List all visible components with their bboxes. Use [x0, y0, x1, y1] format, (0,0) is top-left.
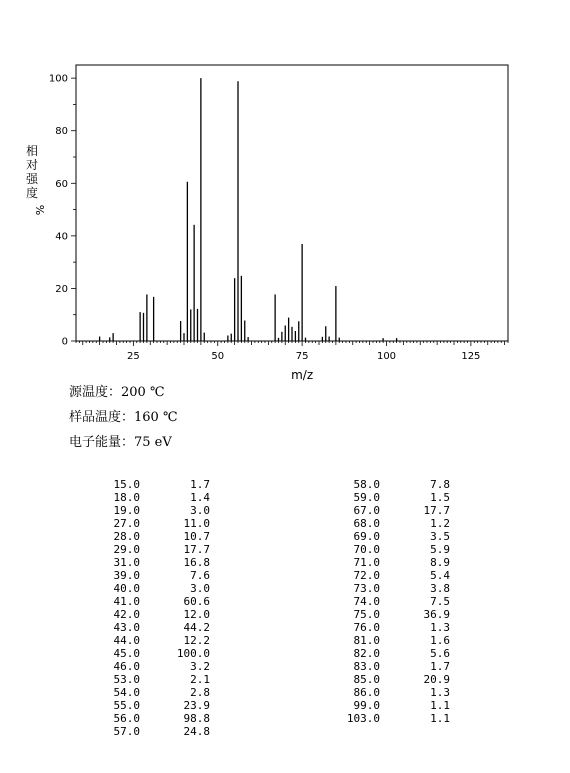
- intensity-value: 5.6: [430, 647, 450, 660]
- mz-value: 44.0: [113, 634, 140, 647]
- intensity-value: 2.8: [190, 686, 210, 699]
- intensity-value: 1.4: [190, 491, 210, 504]
- intensity-value: 7.6: [190, 569, 210, 582]
- mz-value: 82.0: [353, 647, 380, 660]
- mz-value: 85.0: [353, 673, 380, 686]
- electron-energy: 电子能量：75 eV: [69, 435, 172, 450]
- mz-value: 81.0: [353, 634, 380, 647]
- table-row: [320, 569, 450, 582]
- mz-value: 69.0: [353, 530, 380, 543]
- intensity-value: 98.8: [183, 712, 210, 725]
- table-row: [80, 634, 210, 647]
- intensity-value: 1.1: [430, 699, 450, 712]
- mz-value: 74.0: [353, 595, 380, 608]
- x-tick-label: 50: [211, 351, 225, 362]
- mz-value: 19.0: [113, 504, 140, 517]
- mz-value: 57.0: [113, 725, 140, 738]
- intensity-value: 1.5: [430, 491, 450, 504]
- intensity-value: 10.7: [183, 530, 210, 543]
- y-tick-label: 0: [61, 336, 68, 348]
- table-row: [320, 673, 450, 686]
- mz-value: 56.0: [113, 712, 140, 725]
- table-row: [80, 582, 210, 595]
- table-row: [320, 530, 450, 543]
- intensity-value: 7.8: [430, 478, 450, 491]
- mz-value: 99.0: [353, 699, 380, 712]
- intensity-value: 7.5: [430, 595, 450, 608]
- intensity-value: 17.7: [423, 504, 450, 517]
- intensity-value: 3.2: [190, 660, 210, 673]
- table-row: [320, 517, 450, 530]
- mz-value: 71.0: [353, 556, 380, 569]
- mz-value: 83.0: [353, 660, 380, 673]
- table-row: [320, 621, 450, 634]
- table-row: [80, 569, 210, 582]
- intensity-value: 8.9: [430, 556, 450, 569]
- intensity-value: 17.7: [183, 543, 210, 556]
- y-tick-label: 60: [55, 178, 68, 190]
- table-row: [320, 634, 450, 647]
- mz-value: 31.0: [113, 556, 140, 569]
- intensity-value: 12.0: [183, 608, 210, 621]
- table-row: [320, 647, 450, 660]
- y-axis-label-char: 相: [25, 144, 39, 158]
- mz-value: 43.0: [113, 621, 140, 634]
- y-axis-unit: %: [33, 204, 46, 216]
- table-row: [320, 712, 450, 725]
- mz-value: 67.0: [353, 504, 380, 517]
- intensity-value: 3.8: [430, 582, 450, 595]
- table-row: [320, 504, 450, 517]
- intensity-value: 1.6: [430, 634, 450, 647]
- x-axis-label: m/z: [291, 368, 314, 382]
- intensity-value: 3.0: [190, 582, 210, 595]
- intensity-value: 1.7: [190, 478, 210, 491]
- mz-value: 40.0: [113, 582, 140, 595]
- table-row: [80, 608, 210, 621]
- table-row: [320, 595, 450, 608]
- mz-value: 54.0: [113, 686, 140, 699]
- mz-value: 68.0: [353, 517, 380, 530]
- x-tick-label: 100: [376, 351, 397, 362]
- intensity-value: 23.9: [183, 699, 210, 712]
- y-axis-label-char: 度: [25, 186, 39, 200]
- intensity-value: 11.0: [183, 517, 210, 530]
- mz-value: 18.0: [113, 491, 140, 504]
- intensity-value: 16.8: [183, 556, 210, 569]
- intensity-value: 1.3: [430, 621, 450, 634]
- table-row: [80, 699, 210, 712]
- mz-value: 45.0: [113, 647, 140, 660]
- table-row: [320, 556, 450, 569]
- intensity-value: 24.8: [183, 725, 210, 738]
- table-row: [80, 647, 210, 660]
- sample-temperature: 样品温度：160 ℃: [69, 410, 178, 425]
- intensity-value: 1.7: [430, 660, 450, 673]
- y-tick-label: 40: [55, 231, 68, 243]
- mz-value: 55.0: [113, 699, 140, 712]
- mz-value: 29.0: [113, 543, 140, 556]
- mz-value: 76.0: [353, 621, 380, 634]
- table-row: [320, 582, 450, 595]
- table-row: [80, 504, 210, 517]
- mz-value: 41.0: [113, 595, 140, 608]
- y-axis-label-char: 强: [25, 172, 39, 186]
- intensity-value: 36.9: [423, 608, 450, 621]
- x-tick-label: 75: [295, 351, 309, 362]
- mz-value: 70.0: [353, 543, 380, 556]
- intensity-value: 20.9: [423, 673, 450, 686]
- mz-value: 39.0: [113, 569, 140, 582]
- intensity-value: 100.0: [176, 647, 210, 660]
- intensity-value: 3.0: [190, 504, 210, 517]
- table-row: [80, 595, 210, 608]
- intensity-value: 12.2: [183, 634, 210, 647]
- intensity-value: 1.2: [430, 517, 450, 530]
- intensity-value: 1.1: [430, 712, 450, 725]
- source-temperature: 源温度：200 ℃: [69, 385, 165, 400]
- mz-value: 58.0: [353, 478, 380, 491]
- intensity-value: 5.4: [430, 569, 450, 582]
- mz-value: 15.0: [113, 478, 140, 491]
- table-row: [80, 543, 210, 556]
- table-row: [80, 491, 210, 504]
- y-tick-label: 80: [55, 126, 68, 138]
- table-row: [80, 478, 210, 491]
- mz-value: 46.0: [113, 660, 140, 673]
- intensity-value: 3.5: [430, 530, 450, 543]
- table-row: [80, 556, 210, 569]
- table-row: [320, 491, 450, 504]
- mz-value: 75.0: [353, 608, 380, 621]
- table-row: [80, 673, 210, 686]
- mz-value: 86.0: [353, 686, 380, 699]
- table-row: [80, 530, 210, 543]
- intensity-value: 2.1: [190, 673, 210, 686]
- mz-value: 53.0: [113, 673, 140, 686]
- mz-value: 42.0: [113, 608, 140, 621]
- table-row: [320, 686, 450, 699]
- mz-value: 28.0: [113, 530, 140, 543]
- table-row: [320, 543, 450, 556]
- mz-value: 103.0: [346, 712, 380, 725]
- plot-frame: [76, 65, 508, 341]
- intensity-value: 44.2: [183, 621, 210, 634]
- y-tick-label: 20: [55, 283, 68, 295]
- peak-table-left: [80, 478, 210, 738]
- table-row: [320, 660, 450, 673]
- table-row: [80, 621, 210, 634]
- table-row: [80, 660, 210, 673]
- table-row: [320, 608, 450, 621]
- mz-value: 59.0: [353, 491, 380, 504]
- intensity-value: 60.6: [183, 595, 210, 608]
- mz-value: 72.0: [353, 569, 380, 582]
- intensity-value: 5.9: [430, 543, 450, 556]
- y-axis-label-char: 对: [25, 158, 39, 172]
- mz-value: 73.0: [353, 582, 380, 595]
- x-tick-label: 125: [461, 351, 481, 362]
- intensity-value: 1.3: [430, 686, 450, 699]
- table-row: [320, 699, 450, 712]
- table-row: [320, 478, 450, 491]
- peak-table-right: [320, 478, 450, 725]
- table-row: [80, 712, 210, 725]
- y-tick-label: 100: [48, 73, 68, 85]
- table-row: [80, 517, 210, 530]
- table-row: [80, 686, 210, 699]
- mz-value: 27.0: [113, 517, 140, 530]
- table-row: [80, 725, 210, 738]
- x-tick-label: 25: [127, 351, 140, 362]
